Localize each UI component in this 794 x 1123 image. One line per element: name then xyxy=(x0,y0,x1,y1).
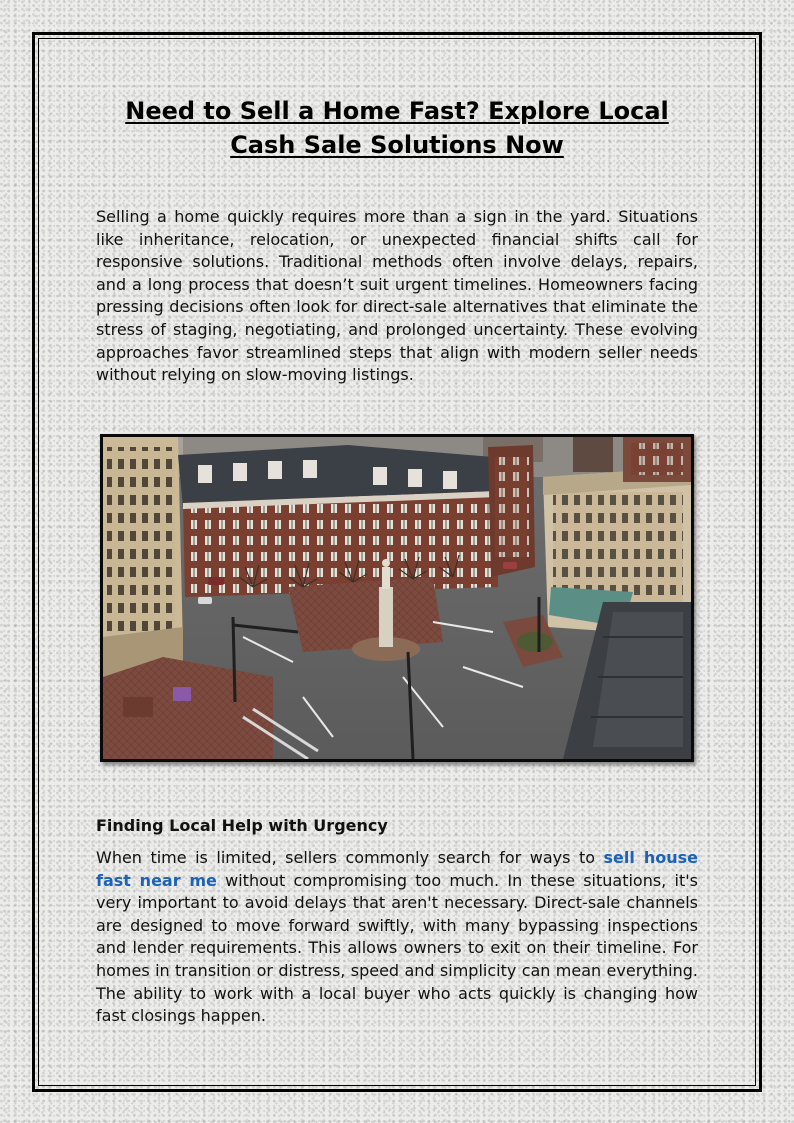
page-title-line-2: Cash Sale Solutions Now xyxy=(230,131,564,159)
section-text-after-link: without compromising too much. In these situations, it's very important to avoid delays that aren't necessary. Direct-sale channels are designed to move forward swiftly, with many bypassing inspections and lender requirements. This allows owners to exit on their timeline. For homes in transition or distress, speed and simplicity can mean everything. The ability to work with a local buyer who acts quickly is changing how fast closings happen. xyxy=(96,870,698,1026)
section-text-before-link: When time is limited, sellers commonly search for ways to xyxy=(96,848,604,867)
sell-house-fast-link[interactable]: sell house fast near me xyxy=(96,848,698,890)
page-title xyxy=(96,94,698,162)
intro-paragraph: Selling a home quickly requires more than a sign in the yard. Situations like inheritance, relocation, or unexpected financial shifts call for responsive solutions. Traditional methods often involve delays, repairs, and a long process that doesn’t suit urgent timelines. Homeowners facing pressing decisions often look for direct-sale alternatives that eliminate the stress of staging, negotiating, and prolonged uncertainty. These evolving approaches favor streamlined steps that align with modern seller needs without relying on slow-moving listings. xyxy=(96,207,698,385)
section-heading: Finding Local Help with Urgency xyxy=(96,816,388,835)
section-paragraph xyxy=(96,847,698,1028)
town-square-aerial-photo xyxy=(100,434,694,762)
page-title-line-1: Need to Sell a Home Fast? Explore Local xyxy=(125,97,669,125)
town-square-illustration xyxy=(103,437,691,759)
